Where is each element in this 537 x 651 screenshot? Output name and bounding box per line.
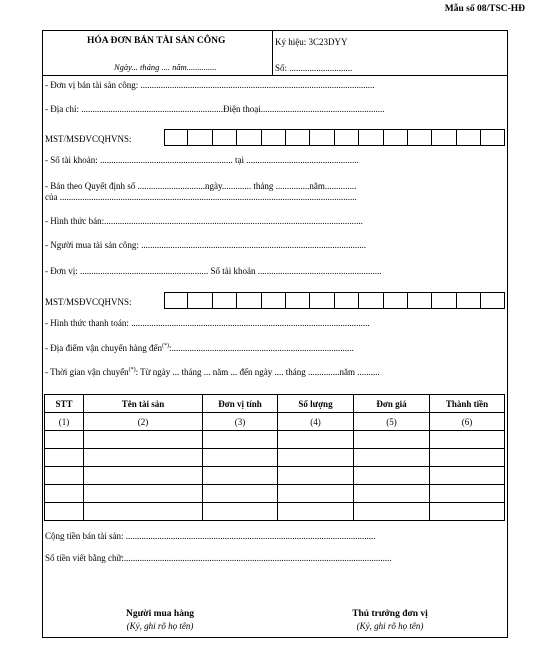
col-number: (6): [430, 413, 505, 431]
col-header-unit: Đơn vị tính: [203, 395, 278, 413]
col-number: (1): [45, 413, 84, 431]
invoice-title: HÓA ĐƠN BÁN TÀI SẢN CÔNG: [87, 36, 226, 46]
address-field: - Địa chỉ: ...............................................................Điện thoại.......................................................: [45, 104, 385, 114]
col-header-unit-price: Đơn giá: [354, 395, 430, 413]
head-signature-title: Thủ trưởng đơn vị: [352, 609, 428, 619]
items-table: [44, 394, 505, 521]
seller-unit-field: - Đơn vị bán tài sản công: ........................................................................................................: [45, 80, 375, 90]
decision-of-field: của ....................................................................................................................................: [45, 192, 357, 202]
form-code: Mẫu số 08/TSC-HĐ: [444, 4, 525, 14]
buyer-signature-note: (Ký, ghi rõ họ tên): [126, 621, 194, 631]
col-header-quantity: Số lượng: [278, 395, 354, 413]
invoice-number-line: Số: ............................: [275, 63, 353, 73]
total-amount-field: Cộng tiền bán tài sản: ...............................................................................................................: [45, 531, 376, 541]
table-header-row: [45, 395, 505, 413]
buyer-unit-field: - Đơn vị: ......................................................... Số tài khoản .......................................................: [45, 266, 382, 276]
col-number: (5): [354, 413, 430, 431]
col-number: (2): [84, 413, 203, 431]
col-header-asset-name: Tên tài sản: [84, 395, 203, 413]
table-row: [45, 431, 505, 449]
col-number: (3): [203, 413, 278, 431]
invoice-frame: [42, 30, 508, 638]
table-row: [45, 449, 505, 467]
decision-field: - Bán theo Quyết định số ..............................ngày............. tháng ...............năm..............: [45, 181, 357, 191]
delivery-time-field: - Thời gian vận chuyển(*): Từ ngày ... tháng ... năm ... đến ngày .... tháng ..............năm ..........: [45, 367, 380, 377]
account-field: - Số tài khoản: ........................................................... tại ..................................................: [45, 155, 359, 165]
payment-form-field: - Hình thức thanh toán: ..........................................................................................................: [45, 318, 370, 328]
head-signature-note: (Ký, ghi rõ họ tên): [356, 621, 424, 631]
table-number-row: [45, 413, 505, 431]
tax-code-label-seller: MST/MSĐVCQHVNS:: [45, 134, 132, 144]
tax-code-label-buyer: MST/MSĐVCQHVNS:: [45, 297, 132, 307]
date-line: Ngày... tháng .... năm..............: [114, 62, 217, 72]
header-divider: [272, 31, 273, 75]
tax-code-boxes-seller: [164, 129, 505, 146]
amount-in-words-field: Số tiền viết bằng chữ:.......................................................................................................................: [45, 553, 392, 563]
tax-code-boxes-buyer: [164, 292, 505, 309]
symbol-line: Ký hiệu: 3C23DYY: [275, 37, 348, 47]
table-row: [45, 503, 505, 521]
buyer-signature-title: Người mua hàng: [126, 609, 194, 619]
delivery-place-field: - Địa điểm vận chuyển hàng đến(*):.................................................................................: [45, 343, 354, 353]
table-row: [45, 485, 505, 503]
sale-form-field: - Hình thức bán:...................................................................................................................: [45, 216, 363, 226]
table-row: [45, 467, 505, 485]
col-number: (4): [278, 413, 354, 431]
header-bottom-line: [43, 75, 507, 76]
col-header-stt: STT: [45, 395, 84, 413]
col-header-amount: Thành tiền: [430, 395, 505, 413]
buyer-field: - Người mua tài sản công: ....................................................................................................: [45, 240, 367, 250]
